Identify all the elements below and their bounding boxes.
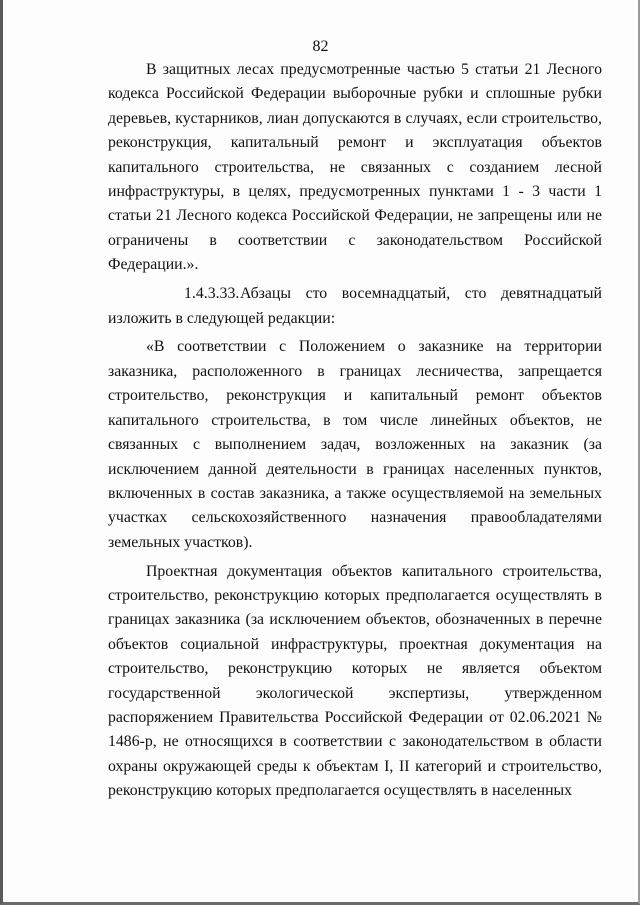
- document-body: [108, 58, 602, 804]
- paragraph-project-documentation: Проектная документация объектов капитального строительства, строительство, реконструкцию которых предполагается осуществлять в границах заказника (за исключением объектов, обозначенных в перечне объектов социальной инфраструктуры, проектная документация на строительство, реконструкцию которых не является объектом государственной экологической экспертизы, утвержденном распоряжением Правительства Российской Федерации от 02.06.2021 № 1486-р, не относящихся в соответствии с законодательством в области охраны окружающей среды к объектам I, II категорий и строительство, реконструкцию которых предполагается осуществлять в населенных: [108, 562, 602, 800]
- item-number: 1.4.3.33.: [184, 285, 240, 303]
- item-text: Абзацы сто восемнадцатый, сто девятнадцатый изложить в следующей редакции:: [108, 285, 602, 327]
- paragraph-item-1-4-3-33: [108, 282, 602, 331]
- paragraph-zakaznik-provision: «В соответствии с Положением о заказнике на территории заказника, расположенного в границах лесничества, запрещается строительство, реконструкция и капитальный ремонт объектов капитального строительства, в том числе линейных объектов, не связанных с выполнением задач, возложенных на заказник (за исключением данной деятельности в границах населенных пунктов, включенных в состав заказника, а также осуществляемой на земельных участках сельскохозяйственного назначения правообладателями земельных участков).: [108, 338, 602, 551]
- page-number: 82: [312, 38, 329, 55]
- paragraph-protective-forests: В защитных лесах предусмотренные частью 5 статьи 21 Лесного кодекса Российской Федерации выборочные рубки и сплошные рубки деревьев, кустарников, лиан допускаются в случаях, если строительство, реконструкция, капитальный ремонт и эксплуатация объектов капитального строительства, не связанных с созданием лесной инфраструктуры, в целях, предусмотренных пунктами 1 - 3 части 1 статьи 21 Лесного кодекса Российской Федерации, не запрещены или не ограничены в соответствии с законодательством Российской Федерации.».: [108, 61, 602, 274]
